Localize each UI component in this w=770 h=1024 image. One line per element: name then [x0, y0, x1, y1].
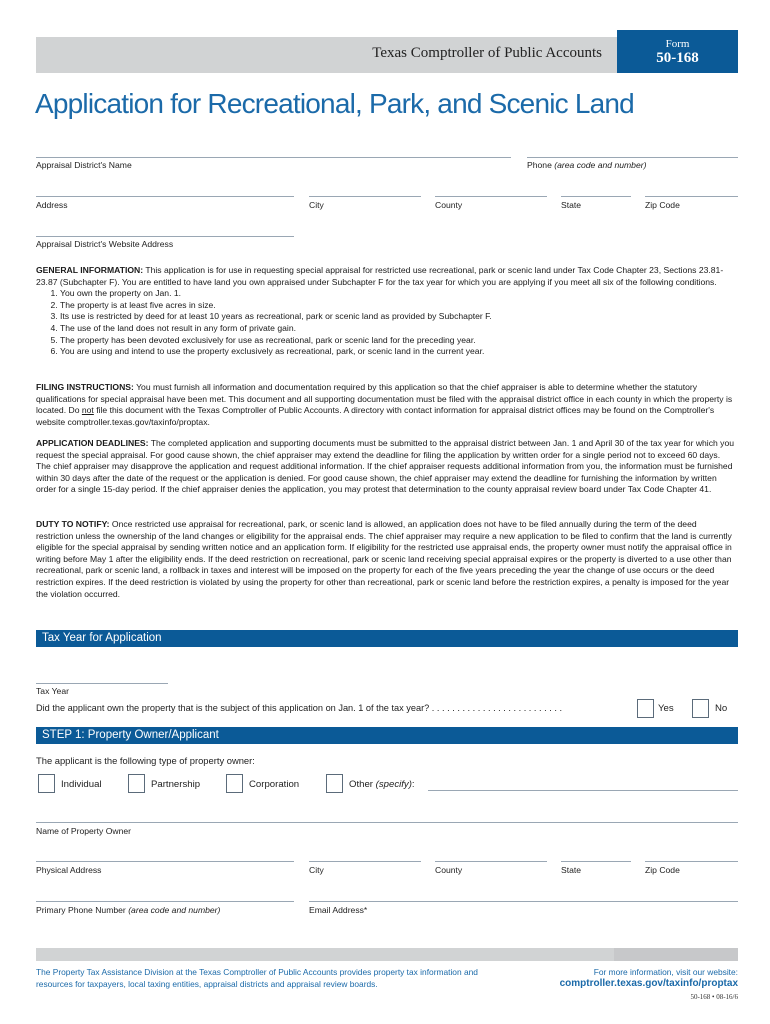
district-name-field[interactable]	[36, 157, 511, 158]
no-checkbox[interactable]	[692, 699, 709, 718]
owner-name-label: Name of Property Owner	[36, 826, 132, 836]
district-city-label: City	[309, 200, 324, 210]
tax-year-field[interactable]	[36, 683, 168, 684]
district-county-label: County	[435, 200, 463, 210]
district-county-field[interactable]	[435, 196, 547, 197]
tax-year-section-bar	[36, 630, 738, 647]
page-title: Application for Recreational, Park, and Scenic Land	[35, 88, 634, 119]
yes-checkbox[interactable]	[637, 699, 654, 718]
owner-email-label: Email Address*	[309, 905, 368, 915]
condition-item: 6. You are using and intend to use the property exclusively as recreational, park, or scenic land in the current year.	[60, 346, 736, 358]
district-zip-label: Zip Code	[645, 200, 680, 210]
yes-label: Yes	[658, 703, 674, 714]
tax-year-section-title: Tax Year for Application	[42, 632, 162, 644]
corporation-checkbox[interactable]	[226, 774, 243, 793]
physical-address-label: Physical Address	[36, 865, 102, 875]
condition-item: 3. Its use is restricted by deed for at least 10 years as recreational, park or scenic land as provided by Subchapter F.	[60, 311, 736, 323]
owner-zip-field[interactable]	[645, 861, 738, 862]
district-phone-field[interactable]	[527, 157, 738, 158]
no-label: No	[715, 703, 728, 714]
district-zip-field[interactable]	[645, 196, 738, 197]
district-state-label: State	[561, 200, 582, 210]
footer-form-code: 50-168 • 08-16/6	[690, 993, 738, 1001]
owner-name-field[interactable]	[36, 822, 738, 823]
general-heading: GENERAL INFORMATION:	[36, 265, 144, 275]
physical-address-field[interactable]	[36, 861, 294, 862]
general-information	[36, 265, 736, 358]
district-name-label: Appraisal District's Name	[36, 160, 132, 170]
district-website-label: Appraisal District's Website Address	[36, 239, 174, 249]
other-specify-field[interactable]	[428, 790, 738, 791]
form-number: 50-168	[656, 50, 699, 66]
conditions-list	[36, 288, 736, 358]
duty-text: Once restricted use appraisal for recreational, park, or scenic land is allowed, an application does not have to be filed annually during the term of the deed restriction unless the ownership of the land changes or eligibility for the appraisal ends. The chief appraiser may require a new application to be filed to confirm that the land is currently eligible for the special appraisal by sending written notice and an application form. If eligibility for the restricted use appraisal ends, the property owner must notify the appraisal office in writing before May 1 after the eligibility ends. If the deed restriction on recreational, park or scenic land receiving special appraisal expires or the property is diverted to a use other than recreational, park or scenic land, a rollback in taxes and interest will be imposed on the property for each of the five years preceding the year the change of use occurs or the deed restriction expires. If the deed restriction is violated by using the property for other than recreational, park or scenic land before the restriction expires, a penalty is imposed for the year the violation occurred.	[36, 519, 732, 599]
owner-state-field[interactable]	[561, 861, 631, 862]
duty-to-notify	[36, 519, 736, 600]
footer-info-text: For more information, visit our website:	[593, 967, 738, 977]
owner-city-label: City	[309, 865, 324, 875]
district-address-label: Address	[36, 200, 68, 210]
application-deadlines	[36, 438, 736, 496]
other-label: Other (specify):	[349, 779, 415, 790]
district-address-field[interactable]	[36, 196, 294, 197]
tax-year-label: Tax Year	[36, 686, 69, 696]
ownership-question: Did the applicant own the property that is the subject of this application on Jan. 1 of the tax year? . . . . . . . . . . . . . . . . . . . . . . . . . .	[36, 703, 562, 713]
individual-checkbox[interactable]	[38, 774, 55, 793]
footer-bar-left	[36, 948, 614, 961]
footer-website-link[interactable]: comptroller.texas.gov/taxinfo/proptax	[559, 978, 738, 989]
owner-state-label: State	[561, 865, 582, 875]
partnership-label: Partnership	[151, 779, 201, 790]
duty-heading: DUTY TO NOTIFY:	[36, 519, 110, 529]
district-city-field[interactable]	[309, 196, 421, 197]
owner-county-label: County	[435, 865, 463, 875]
deadlines-heading: APPLICATION DEADLINES:	[36, 438, 149, 448]
filing-instructions	[36, 382, 736, 428]
owner-county-field[interactable]	[435, 861, 547, 862]
form-number-box	[617, 30, 738, 73]
form-label: Form	[665, 38, 690, 50]
partnership-checkbox[interactable]	[128, 774, 145, 793]
individual-label: Individual	[61, 779, 102, 790]
step1-section-bar	[36, 727, 738, 744]
condition-item: 5. The property has been devoted exclusively for use as recreational, park or scenic land for the preceding year.	[60, 335, 736, 347]
filing-heading: FILING INSTRUCTIONS:	[36, 382, 134, 392]
district-phone-label: Phone (area code and number)	[527, 160, 647, 170]
filing-text-a: You must furnish all information and documentation required by this application so that the chief appraiser is able to determine whether the statutory qualifications for special appraisal have been met. This document and all supporting documentation must be filed with the appraisal district office in each county in which the property is located. Do	[36, 382, 733, 416]
owner-phone-field[interactable]	[36, 901, 294, 902]
district-website-field[interactable]	[36, 236, 294, 237]
owner-phone-label: Primary Phone Number (area code and number)	[36, 905, 221, 915]
corporation-label: Corporation	[249, 779, 300, 790]
condition-item: 2. The property is at least five acres in size.	[60, 300, 736, 312]
owner-city-field[interactable]	[309, 861, 421, 862]
filing-text-b: file this document with the Texas Comptroller of Public Accounts. A directory with contact information for appraisal district offices may be found on the Comptroller's website comptroller.texas.gov/taxinfo/proptax.	[36, 405, 715, 427]
deadlines-text: The completed application and supporting documents must be submitted to the appraisal district between Jan. 1 and April 30 of the tax year for which you request the special appraisal. For good cause shown, the chief appraiser may extend the deadline for filing the application by written order for a single period not to exceed 60 days. The chief appraiser may disapprove the application and request additional information. If the chief appraiser requests additional information from you, the information must be furnished within 30 days after the date of the request or the application is denied. For good cause shown, the chief appraiser may extend the deadline for furnishing the information by written order for a single 15-day period. If the chief appraiser denies the application, you may protest that determination to the county appraisal review board under Tax Code Chapter 41.	[36, 438, 735, 495]
other-checkbox[interactable]	[326, 774, 343, 793]
filing-not: not	[81, 405, 94, 416]
condition-item: 4. The use of the land does not result in any form of private gain.	[60, 323, 736, 335]
district-state-field[interactable]	[561, 196, 631, 197]
agency-name: Texas Comptroller of Public Accounts	[372, 45, 602, 61]
footer-description: The Property Tax Assistance Division at the Texas Comptroller of Public Accounts provides property tax information and resources for taxpayers, local taxing entities, appraisal districts and appraisal review boards.	[36, 967, 478, 989]
step1-title: STEP 1: Property Owner/Applicant	[42, 729, 219, 741]
owner-email-field[interactable]	[309, 901, 738, 902]
owner-type-prompt: The applicant is the following type of property owner:	[36, 755, 255, 766]
condition-item: 1. You own the property on Jan. 1.	[60, 288, 736, 300]
general-text: This application is for use in requesting special appraisal for restricted use recreational, park or scenic land under Tax Code Chapter 23, Sections 23.81-23.87 (Subchapter F). You are entitled to have land you own appraised under Subchapter F for the tax year for which you are applying if you meet all six of the following conditions.	[36, 265, 724, 287]
owner-zip-label: Zip Code	[645, 865, 680, 875]
